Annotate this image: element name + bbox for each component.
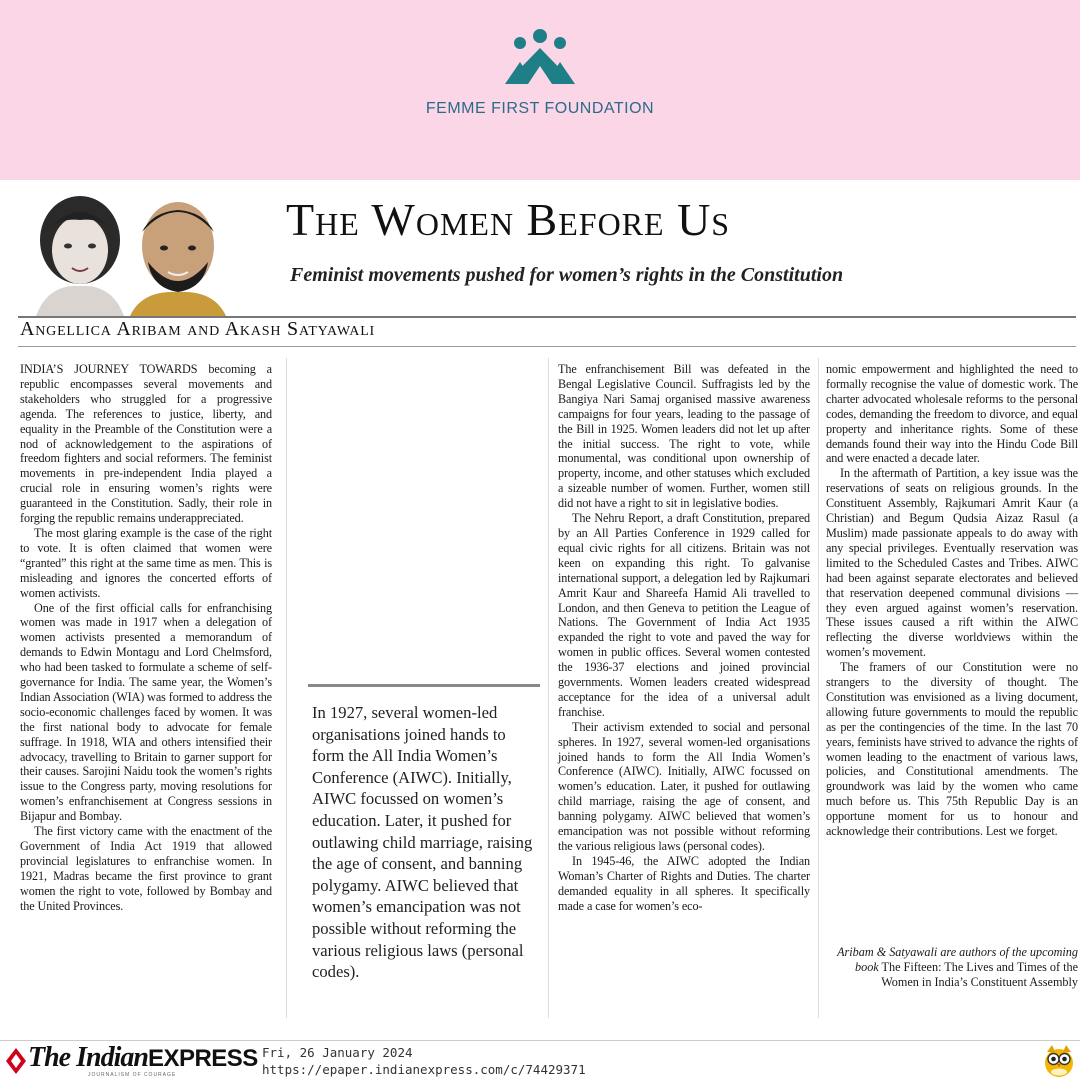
divider [18, 346, 1076, 347]
credit-text: Aribam & Satyawali are authors of the upcoming book [837, 945, 1078, 974]
article-column-1 [20, 362, 272, 914]
column-divider [286, 358, 287, 1018]
paragraph: nomic empowerment and highlighted the need to formally recognise the value of domestic work. The charter advocated wholesale reforms to the personal codes, demanding the freedom to divorce, and equal property and inheritance rights. Some of these demands found their way into the Hindu Code Bill and were enacted a decade later. [826, 362, 1078, 466]
paragraph: INDIA’S JOURNEY TOWARDS becoming a republic encompasses several movements and stakeholders who struggled for a progressive agenda. The references to justice, liberty, and equality in the Preamble of the Constitution were a nod of acknowledgement to the aspirations of freedom fighters and social reformers. The feminist movements in pre-independent India played a crucial role in ensuring women’s rights were guaranteed in the Constitution. Sadly, their role in forging the republic remains underappreciated. [20, 362, 272, 526]
column-divider [548, 358, 549, 1018]
column-divider [818, 358, 819, 1018]
newspaper-logo-icon [6, 1048, 26, 1074]
owl-mascot-icon [1042, 1042, 1076, 1078]
paragraph: Their activism extended to social and personal spheres. In 1927, several women-led organisations joined hands to form the All India Women’s Conference (AIWC). Initially, AIWC focussed on women’s education. Later, it pushed for outlawing child marriage, raising the age of consent, and banning polygamy. AIWC believed that women’s emancipation was not possible without reforming the various religious laws (personal codes). [558, 719, 810, 853]
brand-name: FEMME FIRST FOUNDATION [425, 100, 655, 117]
article-subhead: Feminist movements pushed for women’s rights in the Constitution [290, 264, 844, 286]
pullquote-rule [308, 684, 540, 687]
article-headline: The Women Before Us [286, 194, 731, 245]
author-portraits [18, 188, 248, 316]
edition-info [262, 1044, 586, 1078]
paragraph: The first victory came with the enactment of the Government of India Act 1919 that allowed provincial legislatures to enfranchise women. In 1921, Madras became the first province to grant women the right to vote, followed by Bombay and the United Provinces. [20, 824, 272, 913]
byline: Angellica Aribam and Akash Satyawali [20, 318, 376, 340]
newspaper-tagline: JOURNALISM OF COURAGE [88, 1072, 177, 1078]
paragraph: The enfranchisement Bill was defeated in the Bengal Legislative Council. Suffragists led by the Bangiya Nari Samaj organised massive awareness campaigns for four years, leading to the passage of the Bill in 1925. Women leaders did not let up after the initial success. The right to vote, while monumental, was conditional upon ownership of property, income, and other statuses which excluded a sizeable number of women. Further, women still did not have a right to sit in legislative bodies. [558, 362, 810, 511]
paragraph: The Nehru Report, a draft Constitution, prepared by an All Parties Conference in 1929 called for equal civic rights for all citizens. Britain was not keen on expanding this right. To galvanise international support, a delegation led by Rajkumari Amrit Kaur and Shareefa Hamid Ali travelled to London, and then Geneva to petition the League of Nations. The Government of India Act 1935 expanded the right to vote and paved the way for women in public offices. Several women contested the 1936-37 elections and joined provincial governments. Women leaders created widespread acceptance for the idea of a universal adult franchise. [558, 511, 810, 719]
pullquote: In 1927, several women-led organisations joined hands to form the All India Women’s Conference (AIWC). Initially, AIWC focussed on women’s education. Later, it pushed for outlawing child marriage, raising the age of consent, and banning polygamy. AIWC believed that women’s emancipation was not possible without reforming the various religious laws (personal codes). [312, 703, 533, 982]
newspaper-logo[interactable] [28, 1042, 258, 1074]
paragraph: One of the first official calls for enfranchising women was made in 1917 when a delegation of women activists presented a memorandum of demands to Edwin Montagu and Lord Chelmsford, who had been tasked to formulate a scheme of self-governance for India. The same year, the Women’s Indian Association (WIA) was formed to address the socio-economic challenges faced by women. It was the first national body to advocate for female suffrage. In 1918, WIA and others intensified their advocacy, travelling to Britain to garner support for their causes. Sarojini Naidu took the women’s rights issue to the Congress party, moving resolutions for women’s enfranchisement at Congress sessions in Bijapur and Bombay. [20, 600, 272, 824]
author-credit [826, 945, 1078, 990]
paragraph: In 1945-46, the AIWC adopted the Indian Woman’s Charter of Rights and Duties. The charter demanded equality in all spheres. It specifically made a case for women’s eco- [558, 853, 810, 913]
edition-date: Fri, 26 January 2024 [262, 1045, 413, 1060]
foundation-banner [0, 0, 1080, 180]
edition-url[interactable]: https://epaper.indianexpress.com/c/74429371 [262, 1062, 586, 1077]
footer-divider [0, 1040, 1080, 1041]
article-column-3 [826, 362, 1078, 839]
paragraph: In the aftermath of Partition, a key issue was the reservations of seats on religious grounds. In the Constituent Assembly, Rajkumari Amrit Kaur (a Christian) and Begum Qudsia Aizaz Rasul (a Muslim) made passionate appeals to do away with any special privileges. Eventually reservation was limited to the Scheduled Castes and Tribes. AIWC had been against separate electorates and believed that reservation deepened communal divisions — they even argued against women’s reservation. These issues caused a rift within the AIWC reflecting the diverse worldviews within the women’s movement. [826, 466, 1078, 660]
people-mountain-icon [495, 26, 585, 88]
newspaper-name-bold: EXPRESS [147, 1045, 258, 1072]
newspaper-name: The Indian [28, 1042, 148, 1073]
article-column-2 [558, 362, 810, 914]
paragraph: The framers of our Constitution were no strangers to the diversity of thought. The Constitution was envisioned as a living document, allowing future governments to mould the republic as per the contingencies of the time. In the last 70 years, feminists have strived to advance the rights of women leading to the enactment of various laws, policies, and Constitutional amendments. The groundwork was laid by the women who came much before us. This 75th Republic Day is an opportune moment for us to honour and acknowledge their contributions. Lest we forget. [826, 660, 1078, 839]
paragraph: The most glaring example is the case of the right to vote. It is often claimed that women were “granted” this right at the same time as men. This is misleading and ignores the concerted efforts of women activists. [20, 525, 272, 600]
book-title: The Fifteen: The Lives and Times of the Women in India’s Constituent Assembly [881, 960, 1078, 989]
